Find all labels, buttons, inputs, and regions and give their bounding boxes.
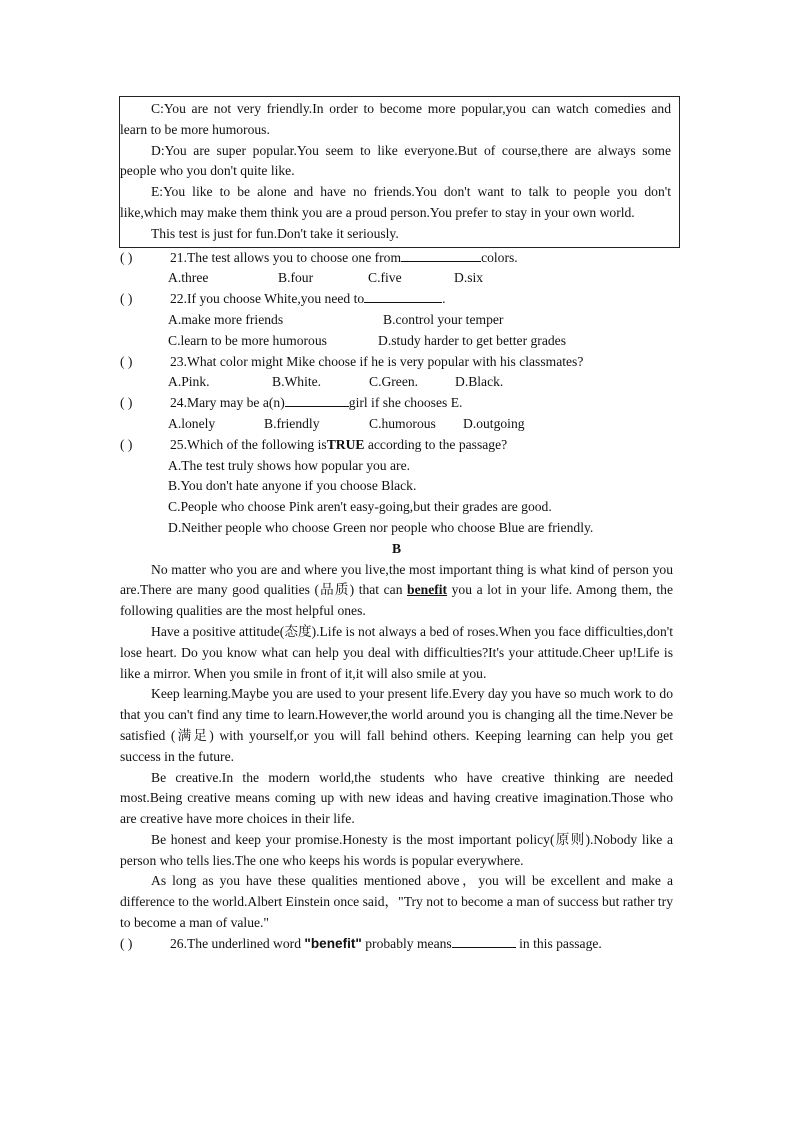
passage-paragraph-3: Keep learning.Maybe you are used to your present life.Every day you have so much work to do that you can't find any time to learn.However,the world around you is changing all the time.Never be satisfied (满足) with yourself,or you will fall behind others. Keeping learning can help you get success in the future.: [120, 686, 673, 764]
option-b[interactable]: B.four: [278, 270, 314, 286]
paragraph-1-end: you a lot in your life. Among them, the following qualities are the most helpful ones.: [120, 582, 673, 619]
reading-box: [119, 96, 680, 248]
answer-blank[interactable]: [401, 248, 481, 262]
question-text-end: .: [442, 291, 446, 307]
option-25-b[interactable]: B.You don't hate anyone if you choose Black.: [168, 478, 417, 494]
option-b[interactable]: B.control your temper: [383, 311, 504, 327]
answer-paren[interactable]: ( ): [120, 935, 133, 951]
question-text: 23.What color might Mike choose if he is very popular with his classmates?: [170, 353, 584, 369]
options-23: [120, 372, 673, 393]
question-text: 21.The test allows you to choose one from: [170, 249, 402, 265]
answer-blank[interactable]: [364, 289, 442, 303]
worksheet-page: [120, 96, 673, 955]
paragraph-1-start: No matter who you are and where you live,the most important thing is what kind of person you are.There are many good qualities (品质) that can: [120, 561, 673, 598]
question-text: 26.The underlined word: [170, 935, 305, 951]
passage-paragraph-2: Have a positive attitude(态度).Life is not always a bed of roses.When you face difficulties,don't lose heart. Do you know what can help you deal with difficulties?It's your attitude.Cheer up!Life is like a mirror. When you smile in front of it,it will also smile at you.: [120, 623, 673, 681]
answer-paren[interactable]: ( ): [120, 291, 133, 307]
quoted-word: "benefit": [304, 935, 362, 951]
option-c[interactable]: C.five: [368, 270, 402, 286]
question-21: [120, 248, 673, 269]
option-d[interactable]: D.study harder to get better grades: [378, 332, 566, 348]
answer-blank[interactable]: [452, 934, 516, 948]
answer-paren[interactable]: ( ): [120, 353, 133, 369]
section-heading: B: [391, 540, 402, 556]
passage-paragraph-1: [120, 560, 673, 622]
option-a[interactable]: A.make more friends: [168, 311, 284, 327]
option-c[interactable]: C.learn to be more humorous: [168, 332, 327, 348]
emphasis-true: TRUE: [326, 436, 365, 452]
option-c[interactable]: C.humorous: [369, 415, 436, 431]
option-a[interactable]: A.lonely: [168, 415, 216, 431]
underlined-word: benefit: [407, 582, 448, 598]
box-paragraph-c: C:You are not very friendly.In order to become more popular,you can watch comedies and learn to be more humorous.: [120, 101, 671, 137]
question-26: [120, 934, 673, 955]
option-d[interactable]: D.outgoing: [463, 415, 525, 431]
question-22: [120, 289, 673, 310]
option-a[interactable]: A.Pink.: [168, 374, 210, 390]
option-a[interactable]: A.three: [168, 270, 209, 286]
box-paragraph-note: This test is just for fun.Don't take it seriously.: [151, 225, 399, 241]
question-text-mid: probably means: [361, 935, 452, 951]
options-21: [120, 268, 673, 289]
options-22-row2: [120, 331, 673, 352]
passage-paragraph-6: As long as you have these qualities mentioned above，you will be excellent and make a difference to the world.Albert Einstein once said，"Try not to become a man of success but rather try to become a man of value.": [120, 873, 673, 931]
option-d[interactable]: D.six: [454, 270, 484, 286]
box-paragraph-e: E:You like to be alone and have no friends.You don't want to talk to people you don't like,which may make them think you are a proud person.You prefer to stay in your own world.: [120, 184, 671, 220]
answer-paren[interactable]: ( ): [120, 249, 133, 265]
passage-paragraph-4: Be creative.In the modern world,the students who have creative thinking are needed most.Being creative means coming up with new ideas and having creative imagination.Those who are creative have more choices in their life.: [120, 769, 673, 827]
question-text-end: girl if she chooses E.: [348, 395, 463, 411]
answer-paren[interactable]: ( ): [120, 436, 133, 452]
passage-paragraph-5: Be honest and keep your promise.Honesty is the most important policy(原则).Nobody like a person who tells lies.The one who keeps his words is popular everywhere.: [120, 831, 673, 868]
option-d[interactable]: D.Black.: [455, 374, 504, 390]
option-b[interactable]: B.friendly: [264, 415, 320, 431]
question-text: 22.If you choose White,you need to: [170, 291, 365, 307]
answer-paren[interactable]: ( ): [120, 395, 133, 411]
question-text-end: according to the passage?: [364, 436, 508, 452]
box-paragraph-d: D:You are super popular.You seem to like everyone.But of course,there are always some people who you don't quite like.: [120, 142, 671, 179]
question-24: [120, 393, 673, 414]
question-text: 24.Mary may be a(n): [170, 395, 285, 411]
option-c[interactable]: C.Green.: [369, 374, 419, 390]
answer-blank[interactable]: [285, 393, 349, 407]
question-25: [120, 435, 673, 456]
question-text-end: in this passage.: [515, 935, 602, 951]
option-b[interactable]: B.White.: [272, 374, 322, 390]
options-24: [120, 414, 673, 435]
options-22: [120, 310, 673, 331]
option-25-c[interactable]: C.People who choose Pink aren't easy-going,but their grades are good.: [168, 499, 552, 515]
option-25-a[interactable]: A.The test truly shows how popular you are.: [168, 457, 410, 473]
question-text-end: colors.: [481, 249, 518, 265]
question-23: [120, 352, 673, 373]
option-25-d[interactable]: D.Neither people who choose Green nor people who choose Blue are friendly.: [168, 519, 594, 535]
question-text: 25.Which of the following is: [170, 436, 327, 452]
